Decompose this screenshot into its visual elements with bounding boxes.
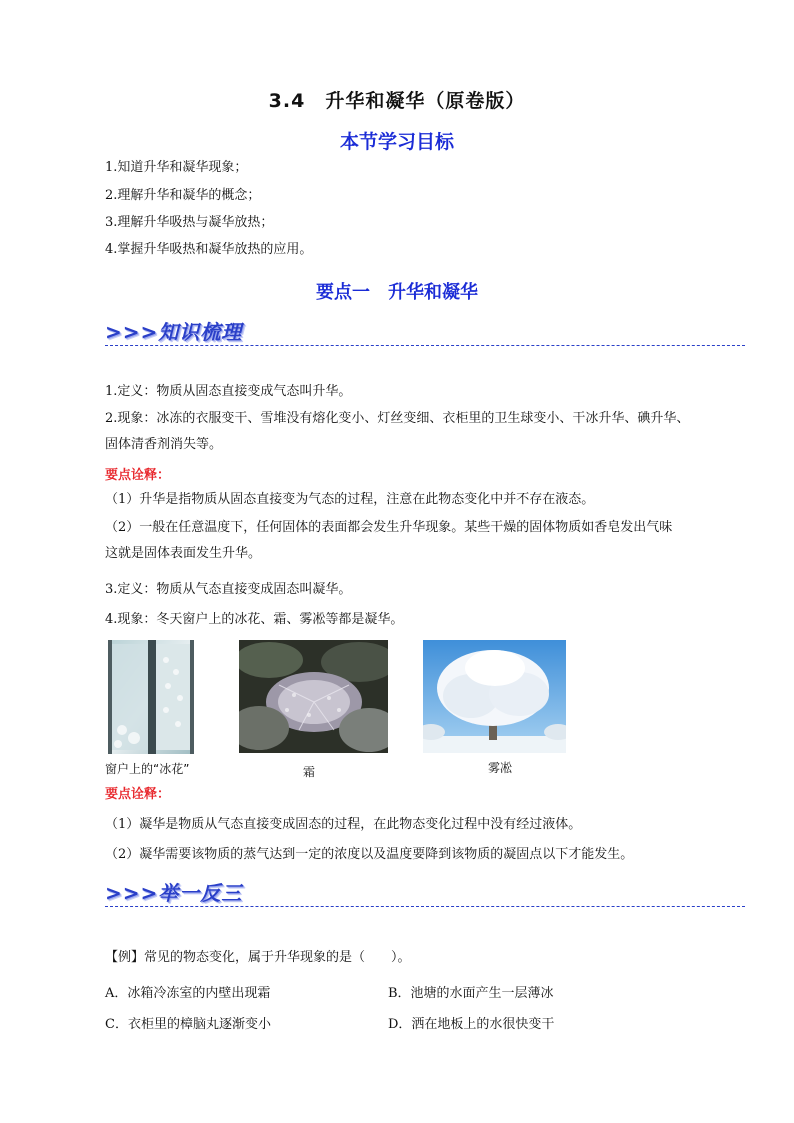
key-note-item-cont: 这就是固体表面发生升华。 xyxy=(105,546,262,561)
example-question: 【例】常见的物态变化，属于升华现象的是（ ）。 xyxy=(105,950,411,965)
definition-sublimation: 1.定义：物质从固态直接变成气态叫升华。 xyxy=(105,384,352,399)
goal-item: 2.理解升华和凝华的概念； xyxy=(105,188,261,203)
definition-deposition: 3.定义：物质从气态直接变成固态叫凝华。 xyxy=(105,582,352,597)
key-note-item: （1）凝华是物质从气态直接变成固态的过程，在此物态变化过程中没有经过液体。 xyxy=(105,817,582,832)
banner-divider xyxy=(105,345,745,346)
image-caption: 霜 xyxy=(303,765,316,779)
frost-leaf-image xyxy=(239,640,388,753)
image-caption: 雾凇 xyxy=(488,761,513,775)
image-caption: 窗户上的“冰花” xyxy=(105,762,190,776)
page-title: 3.4 升华和凝华（原卷版） xyxy=(268,90,526,112)
phenomenon-sublimation-cont: 固体清香剂消失等。 xyxy=(105,437,223,452)
goal-item: 4.掌握升华吸热和凝华放热的应用。 xyxy=(105,242,313,257)
phenomenon-deposition: 4.现象：冬天窗户上的冰花、霜、雾凇等都是凝华。 xyxy=(105,612,404,627)
section-heading: 要点一 升华和凝华 xyxy=(316,282,478,303)
option-b: B．池塘的水面产生一层薄冰 xyxy=(388,986,554,1001)
window-frost-image xyxy=(108,640,194,754)
goal-item: 1.知道升华和凝华现象； xyxy=(105,160,248,175)
key-note-item: （2）一般在任意温度下，任何固体的表面都会发生升华现象。某些干燥的固体物质如香皂发出气味 xyxy=(105,520,673,535)
key-note-item: （1）升华是指物质从固态直接变为气态的过程，注意在此物态变化中并不存在液态。 xyxy=(105,492,595,507)
banner-divider xyxy=(105,906,745,907)
learning-goals-heading: 本节学习目标 xyxy=(339,131,454,153)
practice-banner xyxy=(105,877,745,907)
option-c: C．衣柜里的樟脑丸逐渐变小 xyxy=(105,1017,271,1032)
key-note-label: 要点诠释： xyxy=(105,787,171,802)
option-a: A．冰箱冷冻室的内壁出现霜 xyxy=(105,986,271,1001)
practice-banner-text: >>>举一反三 xyxy=(105,881,243,905)
phenomenon-sublimation: 2.现象：冰冻的衣服变干、雪堆没有熔化变小、灯丝变细、衣柜里的卫生球变小、干冰升华、碘升华、 xyxy=(105,411,690,426)
knowledge-banner-text: >>>知识梳理 xyxy=(105,320,243,344)
key-note-item: （2）凝华需要该物质的蒸气达到一定的浓度以及温度要降到该物质的凝固点以下才能发生。 xyxy=(105,847,634,862)
key-note-label: 要点诠释： xyxy=(105,468,171,483)
goal-item: 3.理解升华吸热与凝华放热； xyxy=(105,215,274,230)
option-d: D．洒在地板上的水很快变干 xyxy=(388,1017,555,1032)
rime-tree-image xyxy=(423,640,566,753)
knowledge-banner xyxy=(105,316,745,346)
